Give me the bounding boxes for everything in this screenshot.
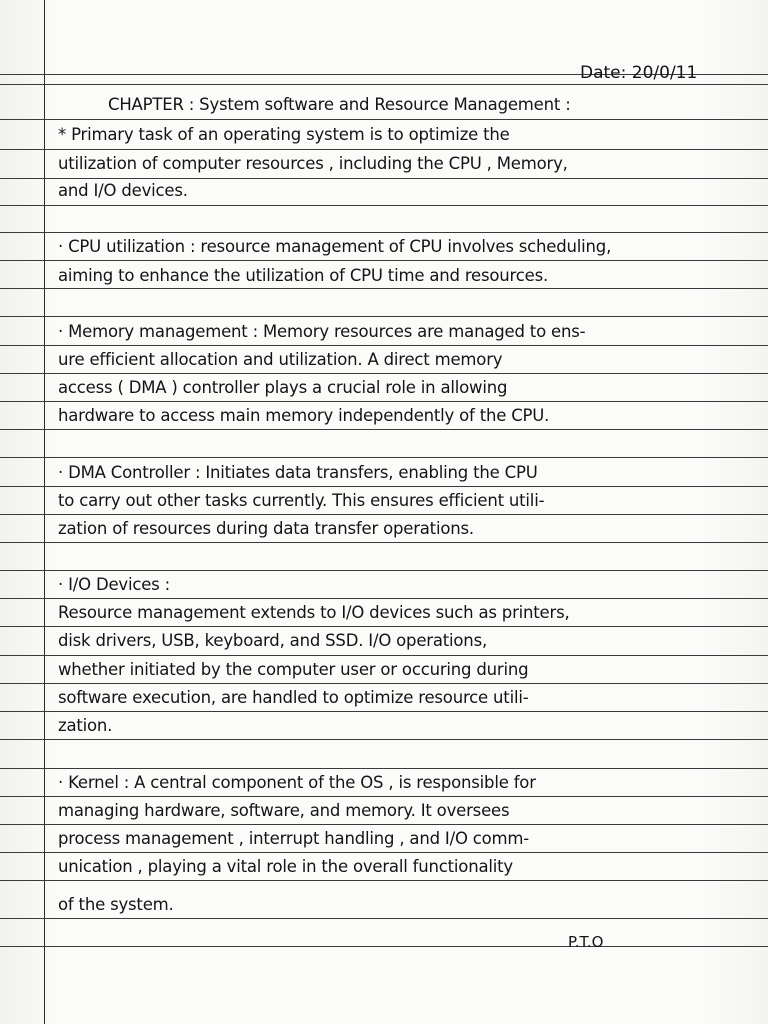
- text-line: access ( DMA ) controller plays a crucial role in allowing: [58, 378, 508, 397]
- chapter-heading: CHAPTER : System software and Resource Management :: [108, 95, 571, 114]
- text-line: of the system.: [58, 895, 174, 914]
- ruled-line: [0, 946, 768, 947]
- text-line: · Memory management : Memory resources are managed to ens-: [58, 322, 586, 341]
- text-line: unication , playing a vital role in the overall functionality: [58, 857, 513, 876]
- text-line: process management , interrupt handling , and I/O comm-: [58, 829, 530, 848]
- text-line: [58, 430, 748, 458]
- text-line: zation of resources during data transfer operations.: [58, 519, 474, 538]
- text-line: · Kernel : A central component of the OS , is responsible for: [58, 773, 536, 792]
- text-line: aiming to enhance the utilization of CPU time and resources.: [58, 266, 549, 285]
- text-line: software execution, are handled to optimize resource utili-: [58, 688, 529, 707]
- text-line: [58, 740, 748, 768]
- text-line: * Primary task of an operating system is to optimize the: [58, 125, 510, 144]
- text-line: [58, 205, 748, 233]
- text-line: managing hardware, software, and memory. It oversees: [58, 801, 510, 820]
- text-line: zation.: [58, 716, 113, 735]
- text-line: · I/O Devices :: [58, 575, 170, 594]
- text-line: utilization of computer resources , including the CPU , Memory,: [58, 154, 568, 173]
- text-line: disk drivers, USB, keyboard, and SSD. I/O operations,: [58, 631, 488, 650]
- date-label: Date: 20/0/11: [580, 63, 698, 83]
- pto-label: P.T.O: [568, 933, 604, 951]
- text-line: · CPU utilization : resource management of CPU involves scheduling,: [58, 237, 612, 256]
- ruled-line: [0, 119, 768, 120]
- margin-line: [44, 0, 45, 1024]
- text-line: Resource management extends to I/O devices such as printers,: [58, 603, 570, 622]
- text-line: hardware to access main memory independently of the CPU.: [58, 406, 550, 425]
- text-line: · DMA Controller : Initiates data transfers, enabling the CPU: [58, 463, 538, 482]
- text-line: and I/O devices.: [58, 181, 188, 200]
- text-line: whether initiated by the computer user or occuring during: [58, 660, 529, 679]
- text-line: to carry out other tasks currently. This ensures efficient utili-: [58, 491, 545, 510]
- text-line: [58, 290, 748, 318]
- text-line: ure efficient allocation and utilization. A direct memory: [58, 350, 503, 369]
